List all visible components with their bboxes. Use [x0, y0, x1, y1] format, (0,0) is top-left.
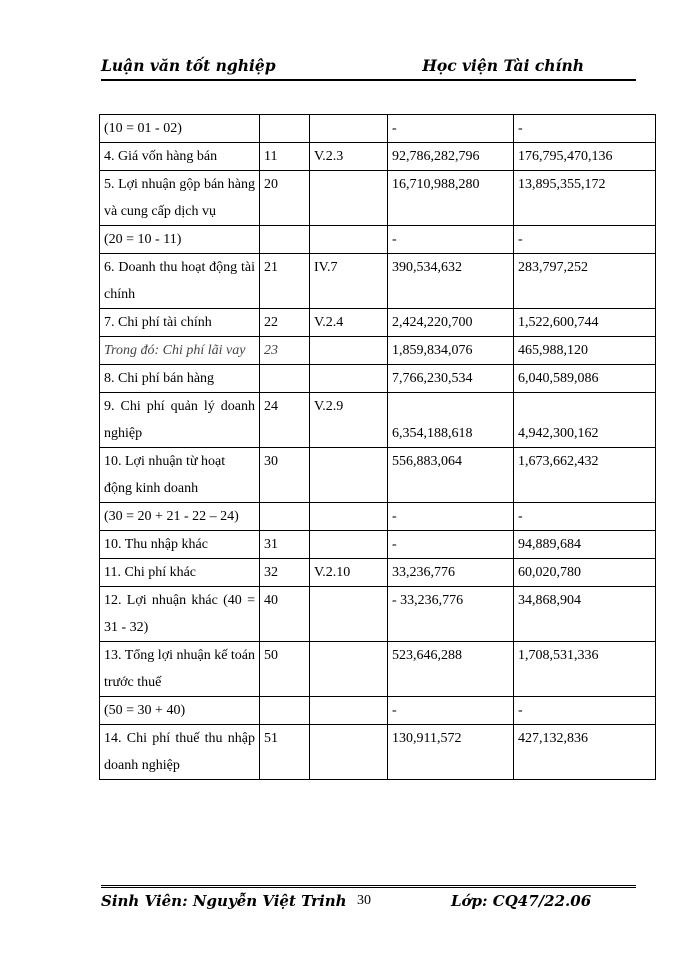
previous-value-cell: 13,895,355,172	[514, 171, 656, 226]
note-cell: V.2.9	[310, 393, 388, 448]
code-cell: 24	[260, 393, 310, 448]
table-row	[100, 503, 656, 531]
table-row	[100, 587, 656, 642]
table-row	[100, 143, 656, 171]
table-row	[100, 642, 656, 697]
footer-student-name: Sinh Viên: Nguyễn Việt Trinh	[101, 892, 347, 910]
previous-value-cell: -	[514, 226, 656, 254]
note-cell	[310, 337, 388, 365]
code-cell: 32	[260, 559, 310, 587]
code-cell: 51	[260, 725, 310, 780]
current-value-cell: -	[388, 697, 514, 725]
header-institution: Học viện Tài chính	[422, 56, 584, 75]
current-value-cell: 33,236,776	[388, 559, 514, 587]
note-cell	[310, 587, 388, 642]
item-cell: 9. Chi phí quản lý doanh nghiệp	[100, 393, 260, 448]
item-cell: 10. Thu nhập khác	[100, 531, 260, 559]
code-cell: 30	[260, 448, 310, 503]
page-header	[101, 56, 636, 82]
code-cell	[260, 697, 310, 725]
item-cell: 14. Chi phí thuế thu nhập doanh nghiệp	[100, 725, 260, 780]
current-value-cell: 92,786,282,796	[388, 143, 514, 171]
note-cell	[310, 171, 388, 226]
current-value-cell: 1,859,834,076	[388, 337, 514, 365]
table-row	[100, 254, 656, 309]
note-cell	[310, 115, 388, 143]
current-value-cell: -	[388, 531, 514, 559]
code-cell	[260, 365, 310, 393]
item-cell: 12. Lợi nhuận khác (40 = 31 - 32)	[100, 587, 260, 642]
item-cell: 5. Lợi nhuận gộp bán hàng và cung cấp dịch vụ	[100, 171, 260, 226]
previous-value-cell: 1,673,662,432	[514, 448, 656, 503]
previous-value-cell: -	[514, 115, 656, 143]
current-value-cell: 556,883,064	[388, 448, 514, 503]
table-row	[100, 531, 656, 559]
previous-value-cell: 4,942,300,162	[514, 393, 656, 448]
current-value-cell: 7,766,230,534	[388, 365, 514, 393]
current-value-cell: 2,424,220,700	[388, 309, 514, 337]
code-cell: 22	[260, 309, 310, 337]
current-value-cell: 130,911,572	[388, 725, 514, 780]
income-statement-table	[99, 114, 656, 780]
code-cell: 50	[260, 642, 310, 697]
table-row	[100, 725, 656, 780]
note-cell	[310, 365, 388, 393]
current-value-cell: 6,354,188,618	[388, 393, 514, 448]
current-value-cell: -	[388, 115, 514, 143]
previous-value-cell: 427,132,836	[514, 725, 656, 780]
current-value-cell: - 33,236,776	[388, 587, 514, 642]
header-thesis-title: Luận văn tốt nghiệp	[101, 56, 276, 75]
item-cell: 13. Tổng lợi nhuận kế toán trước thuế	[100, 642, 260, 697]
item-cell: 8. Chi phí bán hàng	[100, 365, 260, 393]
note-cell	[310, 448, 388, 503]
code-cell	[260, 115, 310, 143]
code-cell: 40	[260, 587, 310, 642]
table-row	[100, 115, 656, 143]
previous-value-cell: 6,040,589,086	[514, 365, 656, 393]
table-row	[100, 337, 656, 365]
table-row	[100, 697, 656, 725]
note-cell	[310, 697, 388, 725]
table-row	[100, 559, 656, 587]
note-cell	[310, 503, 388, 531]
code-cell: 20	[260, 171, 310, 226]
note-cell	[310, 642, 388, 697]
footer-rule	[101, 885, 636, 888]
previous-value-cell: 1,522,600,744	[514, 309, 656, 337]
note-cell: V.2.3	[310, 143, 388, 171]
note-cell: V.2.4	[310, 309, 388, 337]
item-cell: (30 = 20 + 21 - 22 – 24)	[100, 503, 260, 531]
code-cell: 23	[260, 337, 310, 365]
item-cell: 4. Giá vốn hàng bán	[100, 143, 260, 171]
item-cell: (50 = 30 + 40)	[100, 697, 260, 725]
previous-value-cell: 60,020,780	[514, 559, 656, 587]
previous-value-cell: 176,795,470,136	[514, 143, 656, 171]
code-cell: 11	[260, 143, 310, 171]
item-cell: 6. Doanh thu hoạt động tài chính	[100, 254, 260, 309]
previous-value-cell: -	[514, 697, 656, 725]
table-row	[100, 309, 656, 337]
footer-class: Lớp: CQ47/22.06	[451, 892, 592, 910]
previous-value-cell: 94,889,684	[514, 531, 656, 559]
previous-value-cell: -	[514, 503, 656, 531]
table-row	[100, 393, 656, 448]
current-value-cell: -	[388, 226, 514, 254]
item-cell: 7. Chi phí tài chính	[100, 309, 260, 337]
previous-value-cell: 34,868,904	[514, 587, 656, 642]
item-cell: (10 = 01 - 02)	[100, 115, 260, 143]
code-cell	[260, 503, 310, 531]
item-cell: (20 = 10 - 11)	[100, 226, 260, 254]
current-value-cell: -	[388, 503, 514, 531]
code-cell: 31	[260, 531, 310, 559]
note-cell: IV.7	[310, 254, 388, 309]
table-row	[100, 226, 656, 254]
table-row	[100, 171, 656, 226]
code-cell	[260, 226, 310, 254]
current-value-cell: 16,710,988,280	[388, 171, 514, 226]
note-cell	[310, 531, 388, 559]
note-cell	[310, 725, 388, 780]
page-footer	[101, 885, 636, 915]
header-rule	[101, 79, 636, 81]
item-cell: 11. Chi phí khác	[100, 559, 260, 587]
previous-value-cell: 283,797,252	[514, 254, 656, 309]
current-value-cell: 523,646,288	[388, 642, 514, 697]
code-cell: 21	[260, 254, 310, 309]
page-number: 30	[357, 893, 371, 908]
item-cell: 10. Lợi nhuận từ hoạt động kinh doanh	[100, 448, 260, 503]
table-row	[100, 448, 656, 503]
previous-value-cell: 1,708,531,336	[514, 642, 656, 697]
note-cell: V.2.10	[310, 559, 388, 587]
previous-value-cell: 465,988,120	[514, 337, 656, 365]
item-cell: Trong đó: Chi phí lãi vay	[100, 337, 260, 365]
current-value-cell: 390,534,632	[388, 254, 514, 309]
note-cell	[310, 226, 388, 254]
table-row	[100, 365, 656, 393]
